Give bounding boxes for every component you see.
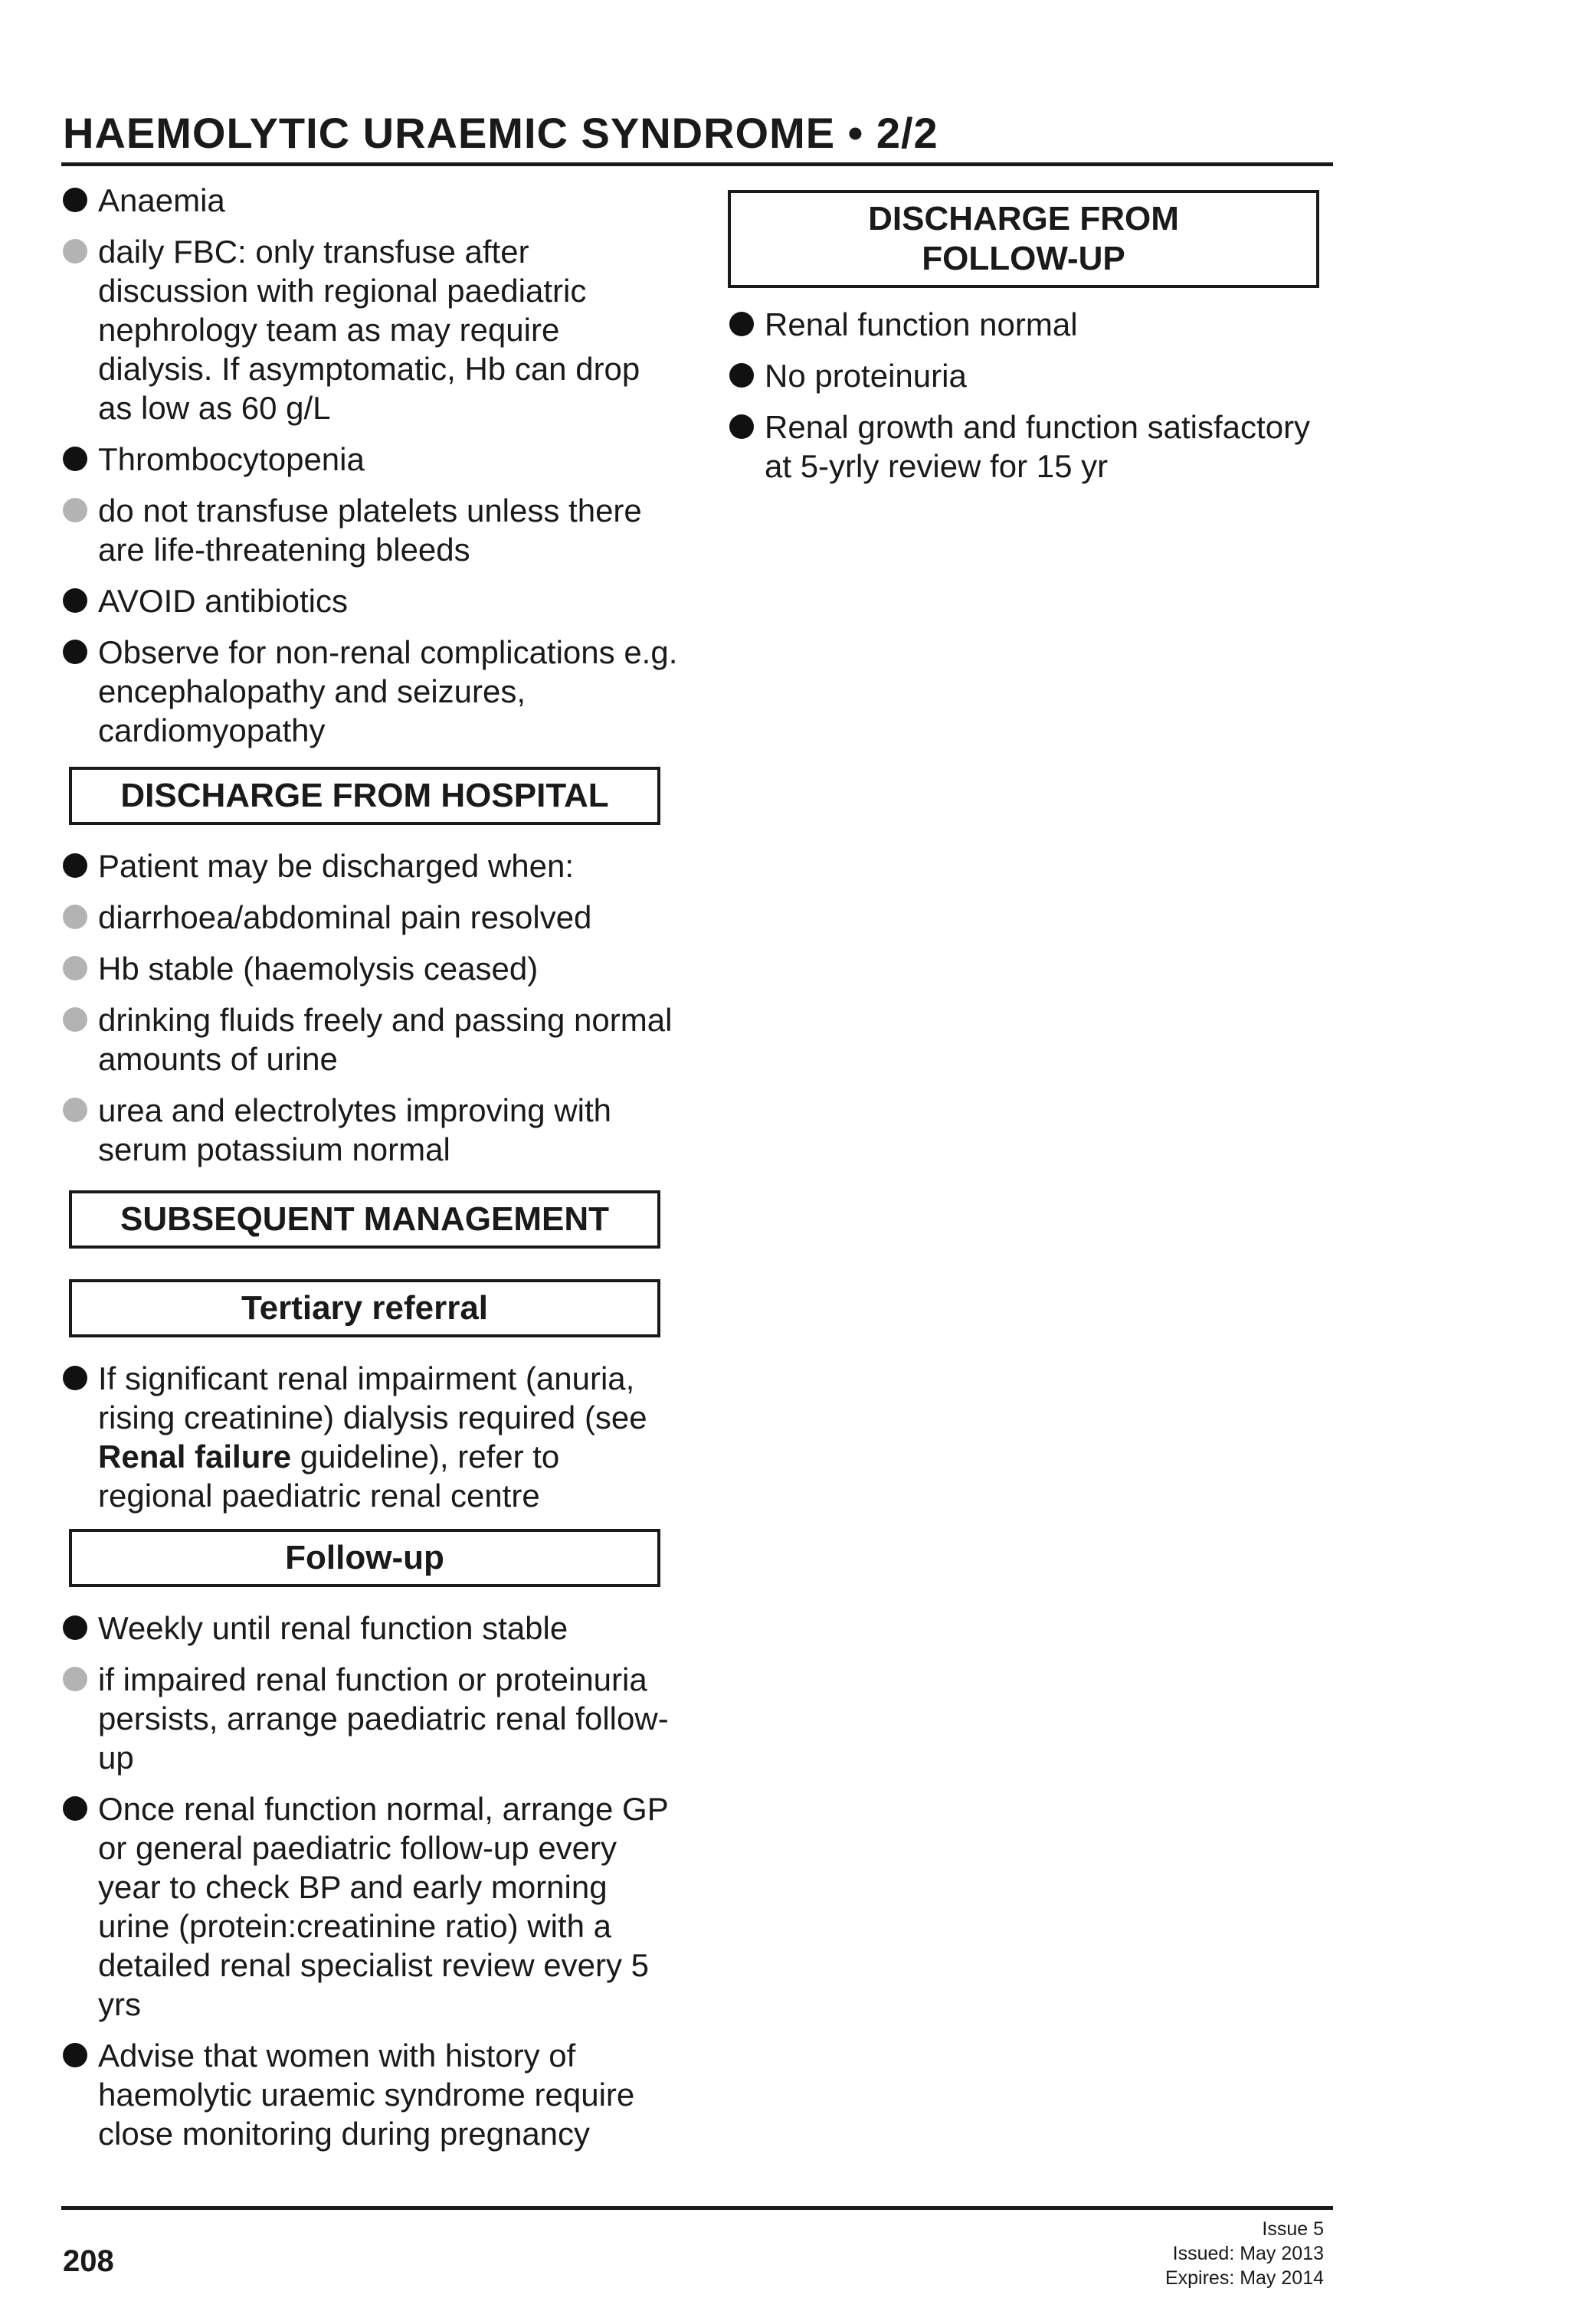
tertiary-referral-heading: Tertiary referral — [69, 1279, 660, 1337]
discharge-follow-up-heading-line2: FOLLOW-UP — [922, 240, 1125, 277]
grey-circle-bullet-icon — [63, 1007, 87, 1032]
list-item — [61, 232, 682, 427]
grey-circle-bullet-icon — [63, 1667, 87, 1691]
discharge-hospital-list — [61, 846, 682, 1169]
list-item — [61, 1000, 682, 1079]
subsequent-management-heading: SUBSEQUENT MANAGEMENT — [69, 1190, 660, 1249]
list-item — [61, 581, 682, 620]
black-circle-bullet-icon — [63, 1796, 87, 1821]
list-item-text: Patient may be discharged when: — [98, 848, 575, 884]
page-title: HAEMOLYTIC URAEMIC SYNDROME • 2/2 — [63, 109, 938, 157]
list-item-text: Observe for non-renal complications e.g. encephalopathy and seizures, cardiomyopathy — [98, 634, 678, 748]
list-item — [61, 1091, 682, 1169]
grey-circle-bullet-icon — [63, 1098, 87, 1122]
list-item-text: drinking fluids freely and passing normal amounts of urine — [98, 1002, 673, 1077]
list-item-text: diarrhoea/abdominal pain resolved — [98, 899, 592, 935]
tertiary-referral-item — [61, 1359, 682, 1515]
list-item-text: Anaemia — [98, 182, 225, 218]
discharge-hospital-heading: DISCHARGE FROM HOSPITAL — [69, 767, 660, 825]
black-circle-bullet-icon — [729, 312, 754, 336]
black-circle-bullet-icon — [63, 2043, 87, 2067]
list-item — [61, 491, 682, 569]
black-circle-bullet-icon — [63, 853, 87, 878]
list-item-text: urea and electrolytes improving with serum potassium normal — [98, 1092, 611, 1167]
list-item-text: daily FBC: only transfuse after discussion with regional paediatric nephrology team as may require dialysis. If asymptomatic, Hb can drop as low as 60 g/L — [98, 234, 640, 426]
black-circle-bullet-icon — [63, 1366, 87, 1390]
list-item-text: No proteinuria — [765, 358, 967, 394]
list-item — [728, 408, 1341, 486]
header-rule — [61, 162, 1333, 166]
discharge-follow-up-list — [728, 305, 1341, 486]
follow-up-heading: Follow-up — [69, 1529, 660, 1587]
black-circle-bullet-icon — [63, 588, 87, 613]
black-circle-bullet-icon — [63, 1615, 87, 1640]
list-item-text: Renal function normal — [765, 306, 1078, 342]
list-item — [61, 846, 682, 885]
left-column — [61, 181, 682, 2165]
discharge-follow-up-heading — [728, 190, 1319, 288]
expiry-date: Expires: May 2014 — [1164, 2267, 1324, 2289]
intro-list — [61, 181, 682, 750]
grey-circle-bullet-icon — [63, 956, 87, 980]
issued-date: Issued: May 2013 — [1172, 2243, 1324, 2264]
list-item — [61, 1789, 682, 2024]
list-item — [61, 2036, 682, 2153]
list-item — [728, 305, 1341, 344]
grey-circle-bullet-icon — [63, 498, 87, 522]
renal-failure-guideline-link[interactable]: Renal failure — [98, 1439, 292, 1475]
list-item-text: AVOID antibiotics — [98, 583, 349, 619]
issue-number: Issue 5 — [1262, 2218, 1324, 2240]
list-item-text: do not transfuse platelets unless there are life-threatening bleeds — [98, 493, 642, 568]
list-item-text: if impaired renal function or proteinuria persists, arrange paediatric renal follow-up — [98, 1661, 669, 1776]
grey-circle-bullet-icon — [63, 239, 87, 263]
issue-info — [1165, 2217, 1324, 2290]
list-item-text: Renal growth and function satisfactory at 5-yrly review for 15 yr — [765, 409, 1311, 484]
black-circle-bullet-icon — [63, 640, 87, 664]
list-item-text: Once renal function normal, arrange GP or general paediatric follow-up every year to check BP and early morning urine (protein:creatinine ratio) with a detailed renal specialist review every 5 yrs — [98, 1791, 668, 2022]
list-item — [61, 1609, 682, 1648]
list-item — [61, 898, 682, 937]
footer-rule — [61, 2206, 1333, 2210]
list-item-text: Advise that women with history of haemolytic uraemic syndrome require close monitoring during pregnancy — [98, 2038, 635, 2152]
grey-circle-bullet-icon — [63, 905, 87, 929]
black-circle-bullet-icon — [729, 414, 754, 439]
right-column — [728, 190, 1341, 498]
list-item — [61, 949, 682, 988]
list-item — [61, 633, 682, 750]
black-circle-bullet-icon — [63, 447, 87, 471]
page-number: 208 — [63, 2244, 114, 2278]
tertiary-text-after: guideline), refer to regional paediatric renal centre — [98, 1439, 560, 1514]
black-circle-bullet-icon — [63, 188, 87, 212]
tertiary-text-before: If significant renal impairment (anuria, rising creatinine) dialysis required (see — [98, 1360, 647, 1435]
discharge-follow-up-heading-line1: DISCHARGE FROM — [868, 200, 1179, 237]
black-circle-bullet-icon — [729, 363, 754, 388]
list-item-text: Weekly until renal function stable — [98, 1610, 568, 1646]
list-item-text: Thrombocytopenia — [98, 441, 365, 477]
list-item-text: Hb stable (haemolysis ceased) — [98, 951, 539, 987]
list-item — [61, 181, 682, 220]
list-item — [61, 1660, 682, 1777]
follow-up-list — [61, 1609, 682, 2153]
list-item — [728, 356, 1341, 395]
list-item — [61, 440, 682, 479]
